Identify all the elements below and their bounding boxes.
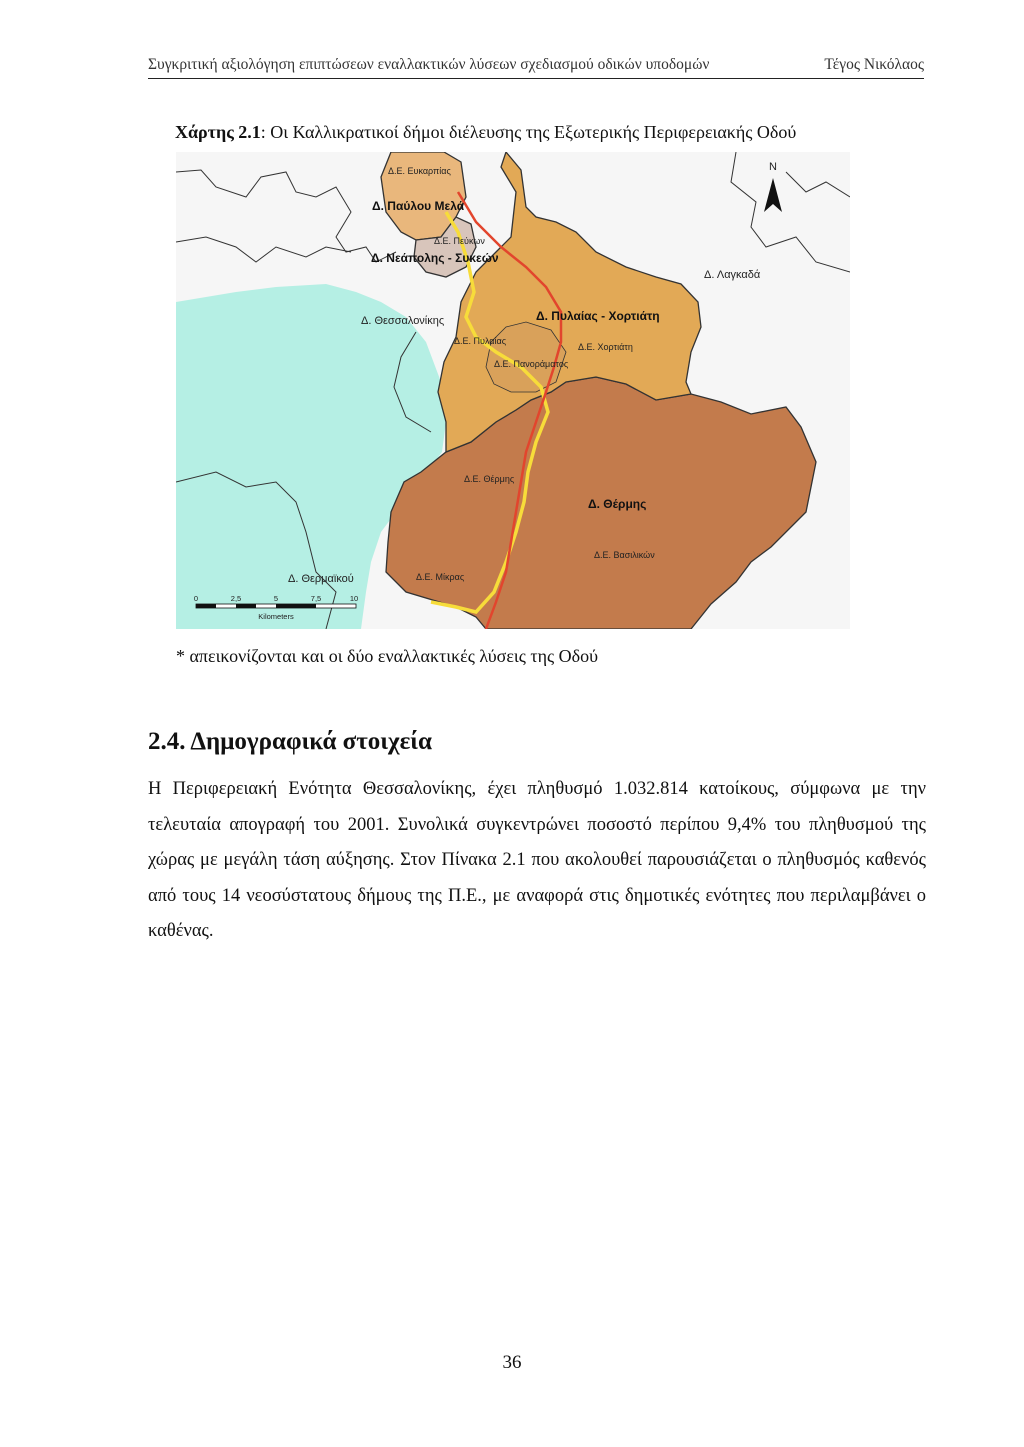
label-pavlou-mela: Δ. Παύλου Μελά — [372, 199, 465, 213]
scale-tick-1: 2,5 — [230, 594, 242, 603]
label-de-pefka: Δ.Ε. Πεύκων — [434, 236, 485, 246]
running-header — [148, 52, 924, 79]
caption-number: Χάρτης 2.1 — [175, 122, 261, 142]
label-de-thermi: Δ.Ε. Θέρμης — [464, 474, 515, 484]
header-author: Τέγος Νικόλαος — [824, 56, 924, 73]
municipalities-map — [176, 152, 850, 629]
label-thessaloniki: Δ. Θεσσαλονίκης — [361, 315, 445, 327]
scale-tick-0: 0 — [193, 594, 199, 603]
label-de-chortiatis: Δ.Ε. Χορτιάτη — [578, 342, 633, 352]
caption-text: : Οι Καλλικρατικοί δήμοι διέλευσης της Εξωτερικής Περιφερειακής Οδού — [260, 122, 797, 142]
label-thermi: Δ. Θέρμης — [588, 497, 647, 511]
header-title: Συγκριτική αξιολόγηση επιπτώσεων εναλλακτικών λύσεων σχεδιασμού οδικών υποδομών — [148, 56, 710, 73]
scale-tick-2: 5 — [273, 594, 279, 603]
label-de-pylaia: Δ.Ε. Πυλαίας — [454, 336, 507, 346]
page-number: 36 — [502, 1352, 522, 1373]
section-heading: 2.4. Δημογραφικά στοιχεία — [148, 728, 432, 755]
map-caption — [175, 122, 796, 143]
map-note: * απεικονίζονται και οι δύο εναλλακτικές λύσεις της Οδού — [176, 646, 599, 666]
body-paragraph: Η Περιφερειακή Ενότητα Θεσσαλονίκης, έχει πληθυσμό 1.032.814 κατοίκους, σύμφωνα με την τελευταία απογραφή του 2001. Συνολικά συγκεντρώνει ποσοστό περίπου 9,4% του πληθυσμού της χώρας με μεγάλη τάση αύξησης. Στον Πίνακα 2.1 που ακολουθεί παρουσιάζεται ο πληθυσμός καθενός από τους 14 νεοσύστατους δήμους της Π.Ε., με αναφορά στις δημοτικές ενότητες που περιλαμβάνει ο καθένας. — [148, 779, 926, 941]
scale-tick-3: 7,5 — [310, 594, 322, 603]
label-neapolis-sykies: Δ. Νεάπολης - Συκεών — [371, 251, 499, 265]
label-de-mikra: Δ.Ε. Μίκρας — [416, 572, 465, 582]
scale-tick-4: 10 — [349, 594, 359, 603]
label-lagkadas: Δ. Λαγκαδά — [704, 269, 761, 281]
label-de-panorama: Δ.Ε. Πανοράματος — [494, 359, 569, 369]
label-de-vasilika: Δ.Ε. Βασιλικών — [594, 550, 655, 560]
scale-unit: Kilometers — [258, 612, 294, 621]
label-pylaia-chortiatis: Δ. Πυλαίας - Χορτιάτη — [536, 309, 660, 323]
label-thermaikos: Δ. Θερμαϊκού — [288, 573, 354, 585]
label-de-eukarpia: Δ.Ε. Ευκαρπίας — [388, 166, 451, 176]
north-label: N — [769, 161, 777, 173]
